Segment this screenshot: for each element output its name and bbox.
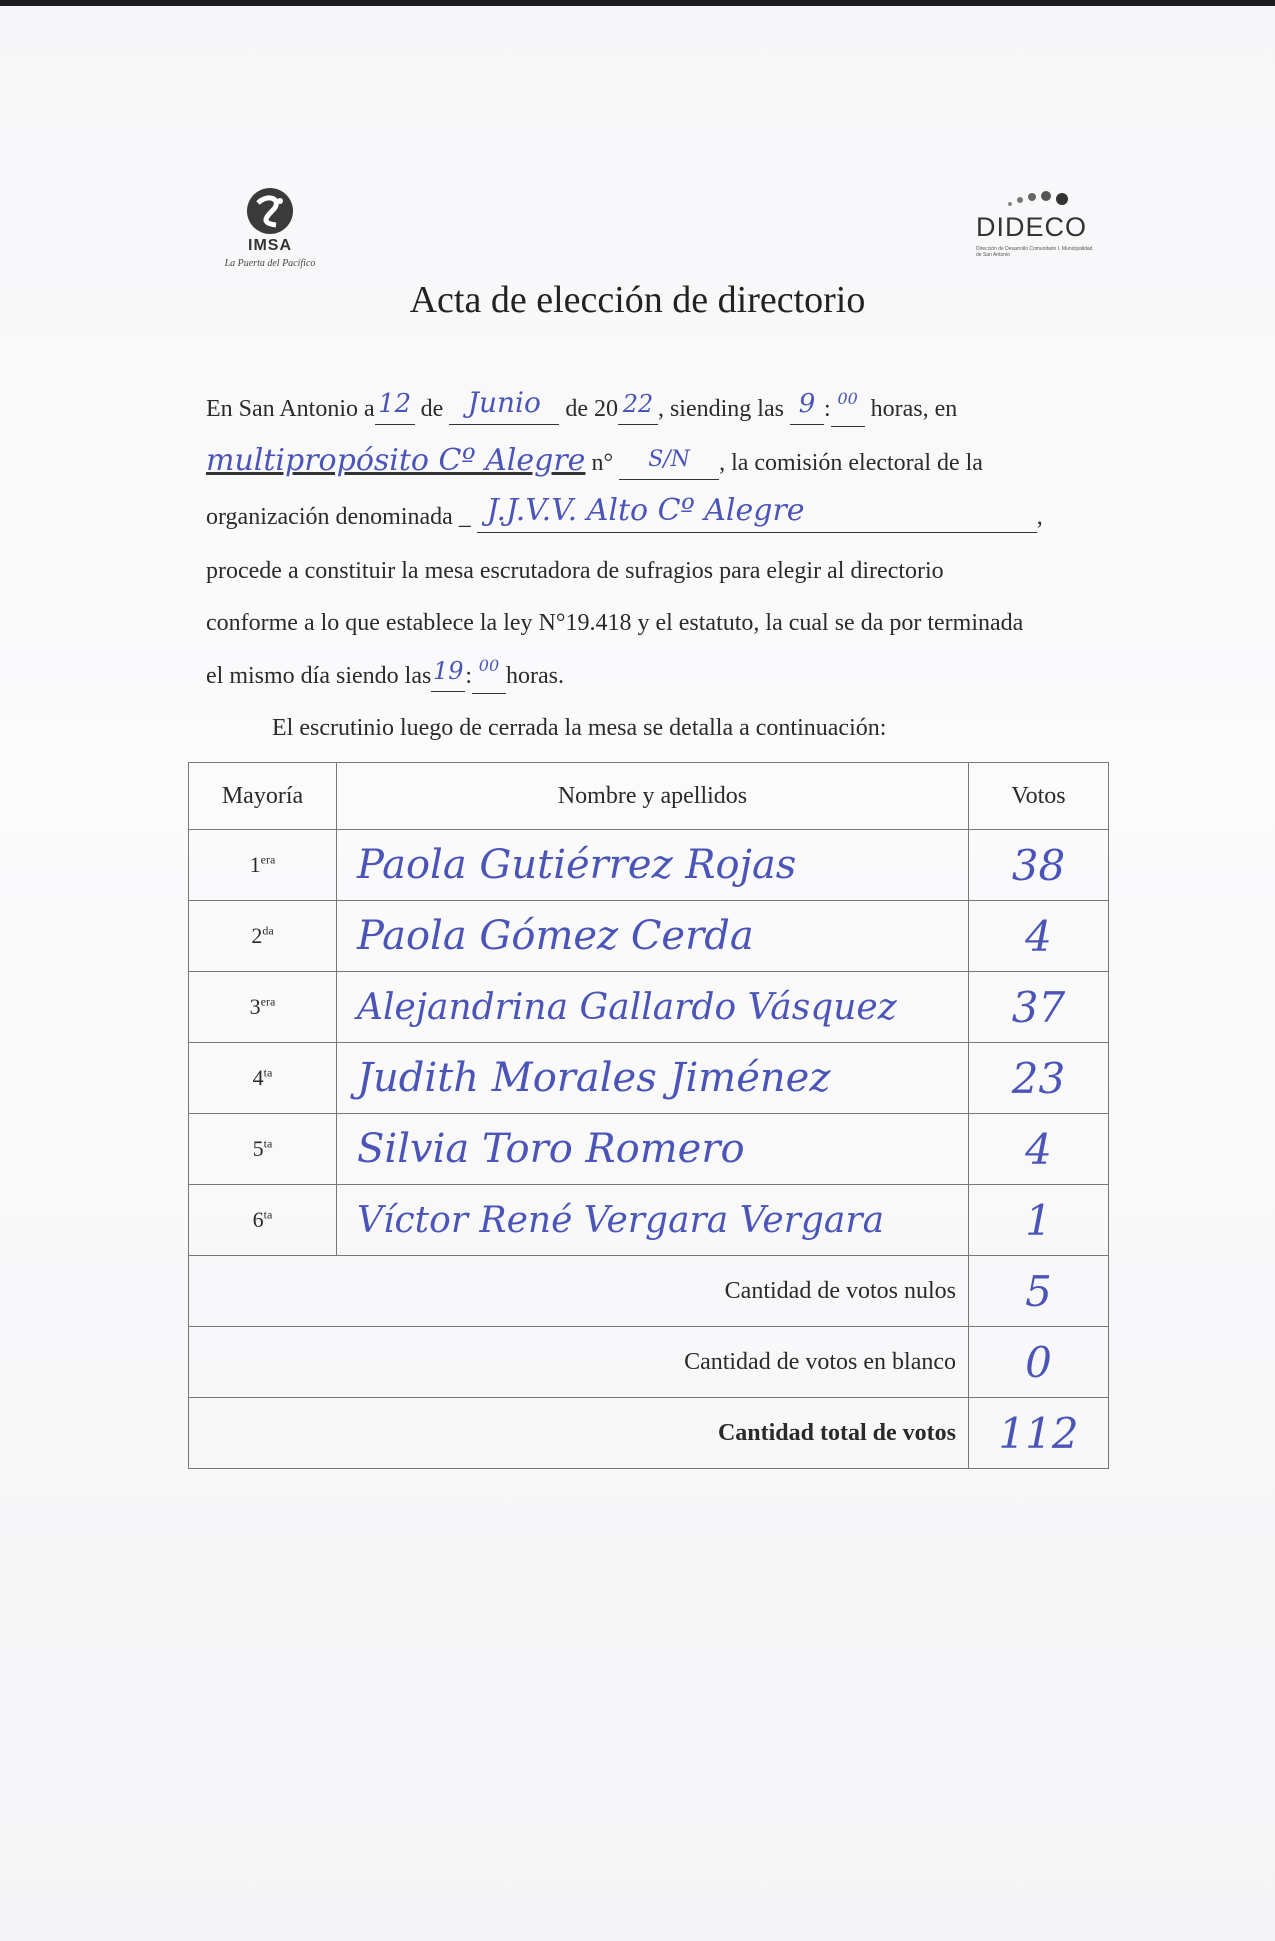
text-fragment: de 20 — [565, 396, 618, 422]
rank-number: 5 — [252, 1136, 264, 1161]
rank-cell — [189, 1043, 337, 1114]
scan-edge — [0, 0, 1275, 6]
rank-suffix: era — [260, 994, 276, 1009]
rank-cell — [189, 972, 337, 1043]
text-fragment: En San Antonio a — [206, 396, 375, 422]
text-fragment: , — [1036, 504, 1043, 530]
candidate-votes: 37 — [969, 972, 1109, 1043]
blank-votes-value: 0 — [969, 1327, 1109, 1398]
org-value: J.J.V.V. Alto Cº Alegre — [486, 493, 805, 528]
table-row — [189, 901, 1109, 972]
document-title: Acta de elección de directorio — [409, 279, 866, 321]
header-mayoria: Mayoría — [189, 763, 337, 830]
text-fragment: n° — [591, 450, 614, 476]
minute-value: 00 — [837, 389, 858, 408]
hour-value: 9 — [798, 389, 816, 419]
candidate-votes: 4 — [969, 1114, 1109, 1185]
rank-cell — [189, 901, 337, 972]
rank-number: 4 — [252, 1065, 264, 1090]
text-fragment: organización denominada _ — [206, 504, 471, 530]
total-votes-label: Cantidad total de votos — [189, 1398, 969, 1469]
org-field — [477, 493, 1037, 533]
imsa-name: IMSA — [248, 237, 292, 254]
candidate-votes: 1 — [969, 1185, 1109, 1256]
candidate-name: Víctor René Vergara Vergara — [337, 1185, 969, 1256]
rank-cell — [189, 1114, 337, 1185]
rank-suffix: ta — [263, 1136, 273, 1151]
null-votes-row — [189, 1256, 1109, 1327]
candidate-name: Alejandrina Gallardo Vásquez — [337, 972, 969, 1043]
intro-line-7: El escrutinio luego de cerrada la mesa se detalla a continuación: — [272, 715, 887, 741]
candidate-name: Paola Gómez Cerda — [337, 901, 969, 972]
dideco-name: DIDECO — [976, 212, 1088, 242]
rank-number: 1 — [249, 852, 261, 877]
imsa-emblem-icon — [210, 165, 330, 240]
intro-line-6 — [206, 656, 1096, 694]
total-votes-value: 112 — [969, 1398, 1109, 1469]
blank-votes-row — [189, 1327, 1109, 1398]
table-row — [189, 972, 1109, 1043]
month-field — [449, 386, 559, 425]
text-fragment: , la comisión electoral de la — [719, 450, 983, 476]
text-fragment: horas. — [505, 663, 564, 689]
header-votos: Votos — [969, 763, 1109, 830]
table-row — [189, 1114, 1109, 1185]
rank-number: 2 — [251, 923, 263, 948]
text-fragment: horas, en — [870, 396, 958, 422]
intro-line-4: procede a constituir la mesa escrutadora de sufragios para elegir al directorio — [206, 558, 944, 584]
rank-cell — [189, 830, 337, 901]
end-hour-value: 19 — [433, 657, 464, 685]
candidate-name: Silvia Toro Romero — [337, 1114, 969, 1185]
end-minute-field — [472, 656, 506, 694]
intro-line-1 — [206, 386, 1096, 427]
text-fragment: : — [823, 396, 831, 422]
header-nombre: Nombre y apellidos — [337, 763, 969, 830]
number-value: S/N — [648, 447, 690, 472]
table-row — [189, 1185, 1109, 1256]
intro-line-2 — [206, 443, 1096, 480]
candidate-votes: 38 — [969, 830, 1109, 901]
text-fragment: , siending las — [657, 396, 784, 422]
intro-line-3 — [206, 493, 1096, 533]
month-value: Junio — [467, 386, 541, 419]
rank-suffix: ta — [263, 1065, 273, 1080]
text-fragment: el mismo día siendo las — [206, 663, 432, 689]
end-hour-field — [431, 657, 465, 692]
end-minute-value: 00 — [478, 656, 500, 675]
place-value: multipropósito Cº Alegre — [206, 443, 586, 478]
total-votes-row — [189, 1398, 1109, 1469]
candidate-name: Paola Gutiérrez Rojas — [337, 830, 969, 901]
minute-field — [831, 389, 865, 427]
dideco-logo — [970, 190, 1100, 270]
table-row — [189, 1043, 1109, 1114]
day-field — [375, 389, 415, 425]
null-votes-value: 5 — [969, 1256, 1109, 1327]
rank-suffix: ta — [263, 1207, 273, 1222]
candidate-votes: 23 — [969, 1043, 1109, 1114]
hour-field — [790, 389, 824, 425]
null-votes-label: Cantidad de votos nulos — [189, 1256, 969, 1327]
text-fragment: : — [465, 663, 472, 689]
number-field — [619, 448, 719, 480]
blank-votes-label: Cantidad de votos en blanco — [189, 1327, 969, 1398]
results-table — [188, 762, 1109, 1469]
text-fragment: de — [420, 396, 444, 422]
table-row — [189, 830, 1109, 901]
table-header-row — [189, 763, 1109, 830]
day-value: 12 — [378, 389, 412, 419]
rank-suffix: da — [262, 923, 274, 938]
imsa-logo — [210, 165, 330, 275]
rank-number: 6 — [252, 1207, 264, 1232]
year-field — [618, 390, 658, 425]
rank-suffix: era — [260, 852, 276, 867]
dideco-subtitle: Dirección de Desarrollo Comunitario I. Municipalidad de San Antonio — [976, 246, 1093, 258]
candidate-name: Judith Morales Jiménez — [337, 1043, 969, 1114]
candidate-votes: 4 — [969, 901, 1109, 972]
imsa-tagline: La Puerta del Pacífico — [224, 258, 316, 269]
rank-cell — [189, 1185, 337, 1256]
year-value: 22 — [622, 390, 654, 418]
dideco-dots-icon — [970, 190, 1090, 214]
rank-number: 3 — [249, 994, 261, 1019]
intro-line-5: conforme a lo que establece la ley N°19.418 y el estatuto, la cual se da por terminada — [206, 610, 1024, 636]
